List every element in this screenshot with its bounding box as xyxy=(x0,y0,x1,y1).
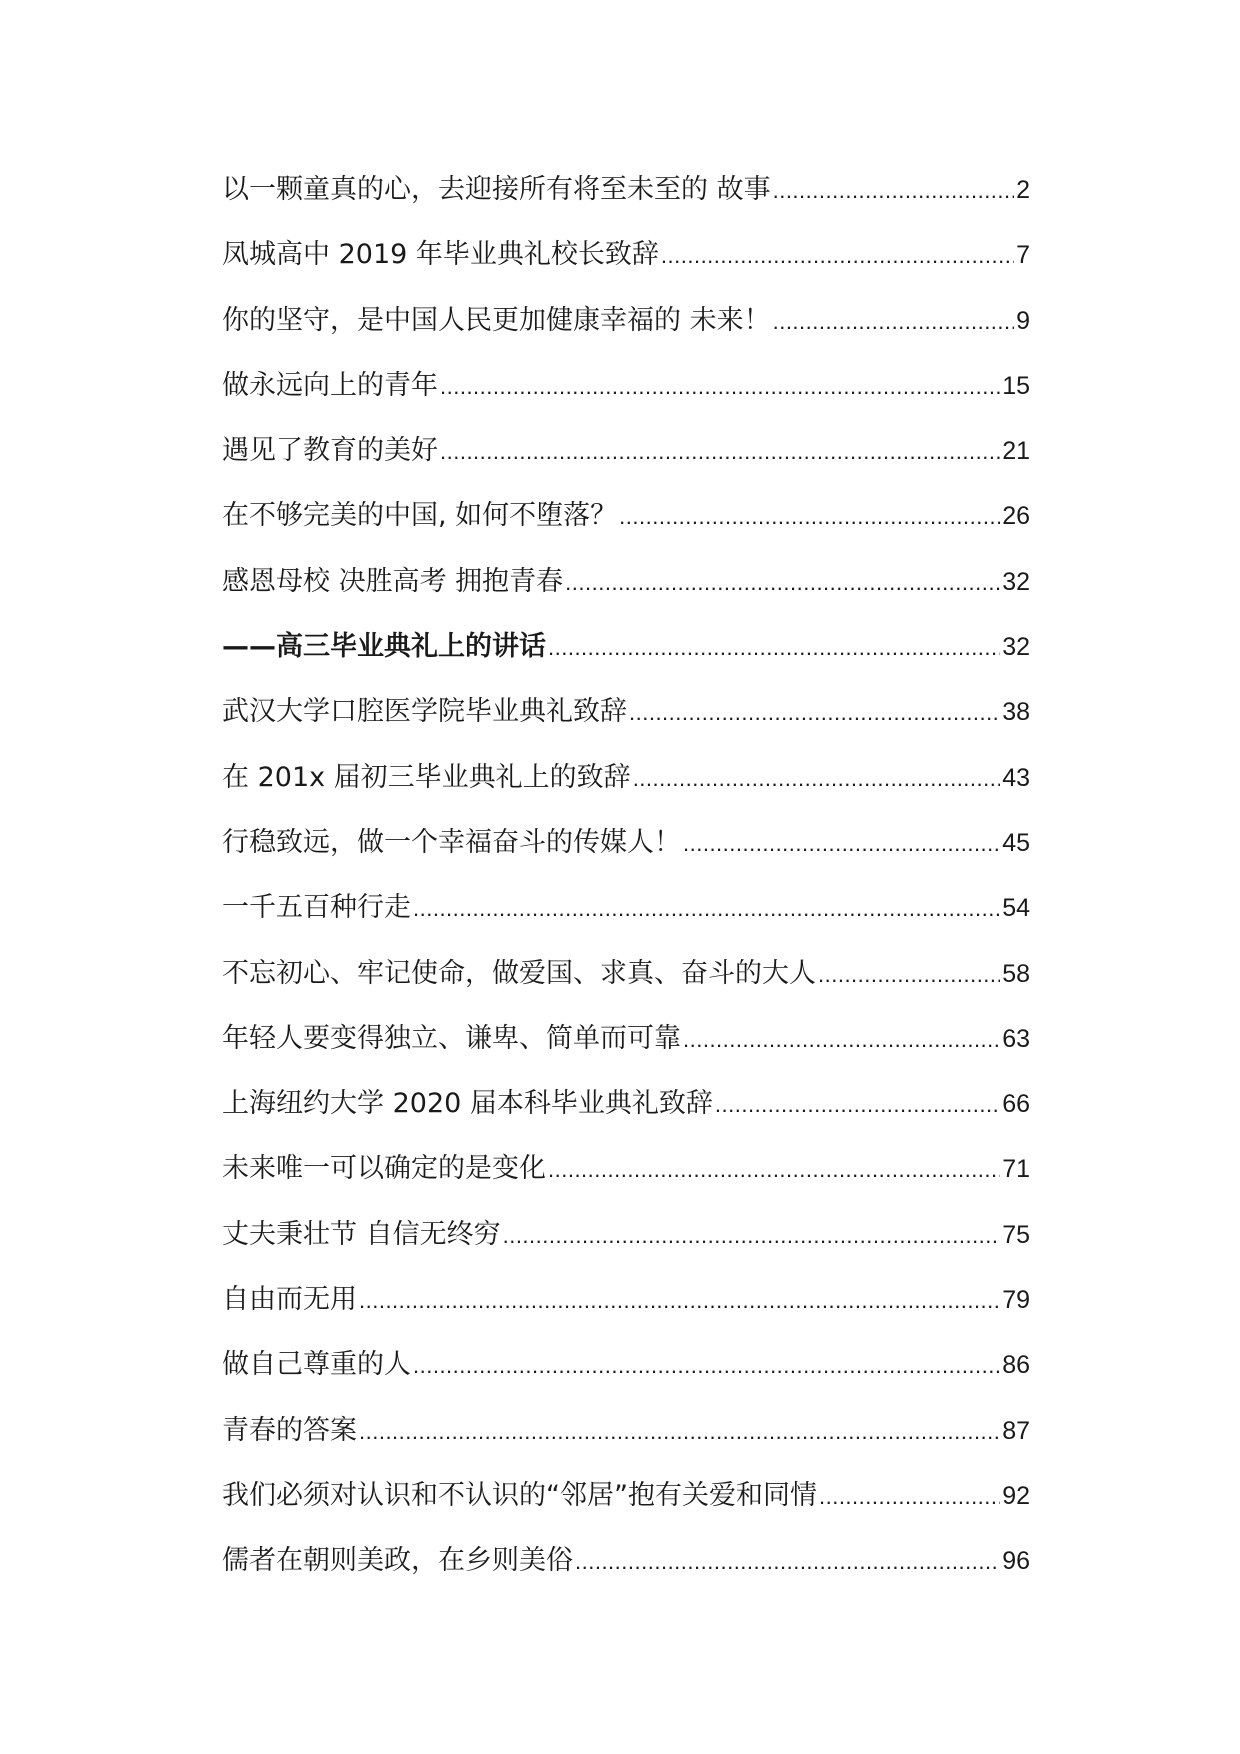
toc-dot-leader xyxy=(818,957,1000,993)
toc-dot-leader xyxy=(548,1152,1000,1188)
toc-entry[interactable] xyxy=(222,1478,1030,1543)
toc-entry-page-number: 9 xyxy=(1016,306,1030,335)
toc-entry-title: 我们必须对认识和不认识的“邻居”抱有关爱和同情 xyxy=(222,1479,817,1511)
toc-entry[interactable] xyxy=(222,890,1030,955)
toc-dot-leader xyxy=(440,434,1000,470)
toc-entry[interactable] xyxy=(222,956,1030,1021)
toc-dot-leader xyxy=(819,1479,1000,1515)
toc-dot-leader xyxy=(413,1348,1000,1384)
toc-entry-page-number: 58 xyxy=(1002,959,1030,988)
toc-entry-page-number: 32 xyxy=(1002,567,1030,596)
toc-entry-title: 在 201x 届初三毕业典礼上的致辞 xyxy=(222,761,631,793)
toc-entry[interactable] xyxy=(222,629,1030,694)
toc-dot-leader xyxy=(661,238,1014,274)
toc-entry[interactable] xyxy=(222,368,1030,433)
toc-entry[interactable] xyxy=(222,1086,1030,1151)
toc-dot-leader xyxy=(413,891,1000,927)
toc-entry-page-number: 45 xyxy=(1002,828,1030,857)
toc-entry-title: 在不够完美的中国, 如何不堕落？ xyxy=(222,500,618,532)
table-of-contents xyxy=(222,172,1030,1609)
toc-entry-page-number: 87 xyxy=(1002,1416,1030,1445)
toc-entry[interactable] xyxy=(222,1021,1030,1086)
toc-entry-page-number: 32 xyxy=(1002,633,1030,662)
toc-entry[interactable] xyxy=(222,303,1030,368)
toc-entry-title: 行稳致远，做一个幸福奋斗的传媒人！ xyxy=(222,826,681,858)
toc-entry-page-number: 71 xyxy=(1002,1155,1030,1184)
toc-entry-page-number: 92 xyxy=(1002,1481,1030,1510)
toc-entry[interactable] xyxy=(222,1151,1030,1216)
toc-entry-title: 青春的答案 xyxy=(222,1414,357,1446)
toc-entry-page-number: 96 xyxy=(1002,1547,1030,1576)
toc-entry[interactable] xyxy=(222,1543,1030,1608)
toc-entry-title: 不忘初心、牢记使命，做爱国、求真、奋斗的大人 xyxy=(222,957,816,989)
toc-entry-title: 儒者在朝则美政，在乡则美俗 xyxy=(222,1545,573,1577)
toc-entry-title: 武汉大学口腔医学院毕业典礼致辞 xyxy=(222,696,627,728)
toc-entry-title: ——高三毕业典礼上的讲话 xyxy=(222,631,546,663)
toc-entry-title: 年轻人要变得独立、谦卑、简单而可靠 xyxy=(222,1022,681,1054)
toc-dot-leader xyxy=(773,173,1015,209)
toc-dot-leader xyxy=(773,304,1015,340)
toc-dot-leader xyxy=(715,1087,1000,1123)
toc-entry[interactable] xyxy=(222,564,1030,629)
toc-dot-leader xyxy=(575,1544,1000,1580)
toc-entry-title: 遇见了教育的美好 xyxy=(222,435,438,467)
toc-dot-leader xyxy=(440,369,1000,405)
toc-entry[interactable] xyxy=(222,498,1030,563)
toc-entry-title: 做自己尊重的人 xyxy=(222,1349,411,1381)
toc-entry-title: 上海纽约大学 2020 届本科毕业典礼致辞 xyxy=(222,1088,713,1120)
toc-entry-page-number: 15 xyxy=(1002,371,1030,400)
toc-entry[interactable] xyxy=(222,694,1030,759)
toc-entry-page-number: 75 xyxy=(1002,1220,1030,1249)
toc-entry[interactable] xyxy=(222,1282,1030,1347)
toc-dot-leader xyxy=(565,565,1000,601)
toc-entry[interactable] xyxy=(222,237,1030,302)
toc-entry-title: 未来唯一可以确定的是变化 xyxy=(222,1153,546,1185)
toc-entry-title: 做永远向上的青年 xyxy=(222,369,438,401)
toc-entry[interactable] xyxy=(222,433,1030,498)
toc-entry-page-number: 38 xyxy=(1002,698,1030,727)
toc-entry-page-number: 7 xyxy=(1016,241,1030,270)
toc-entry-page-number: 63 xyxy=(1002,1024,1030,1053)
toc-dot-leader xyxy=(633,761,1001,797)
toc-entry-title: 凤城高中 2019 年毕业典礼校长致辞 xyxy=(222,239,659,271)
toc-entry-title: 以一颗童真的心，去迎接所有将至未至的 故事 xyxy=(222,174,771,205)
toc-dot-leader xyxy=(629,695,1000,731)
toc-dot-leader xyxy=(683,1022,1000,1058)
toc-entry[interactable] xyxy=(222,825,1030,890)
toc-entry-title: 你的坚守，是中国人民更加健康幸福的 未来！ xyxy=(222,304,771,336)
toc-entry[interactable] xyxy=(222,760,1030,825)
toc-entry-title: 丈夫秉壮节 自信无终穷 xyxy=(222,1218,501,1250)
toc-dot-leader xyxy=(359,1414,1000,1450)
toc-dot-leader xyxy=(548,630,1000,666)
toc-entry[interactable] xyxy=(222,1347,1030,1412)
toc-entry[interactable] xyxy=(222,1217,1030,1282)
toc-entry-page-number: 2 xyxy=(1016,176,1030,204)
toc-entry-page-number: 79 xyxy=(1002,1286,1030,1315)
toc-entry-page-number: 66 xyxy=(1002,1090,1030,1119)
toc-entry-page-number: 43 xyxy=(1002,763,1030,792)
toc-entry-title: 一千五百种行走 xyxy=(222,892,411,924)
toc-dot-leader xyxy=(359,1283,1000,1319)
toc-dot-leader xyxy=(619,499,1000,535)
toc-entry-page-number: 54 xyxy=(1002,894,1030,923)
toc-dot-leader xyxy=(683,826,1000,862)
toc-entry[interactable] xyxy=(222,1413,1030,1478)
toc-entry-page-number: 21 xyxy=(1002,437,1030,466)
toc-entry[interactable] xyxy=(222,172,1030,237)
toc-entry-title: 感恩母校 决胜高考 拥抱青春 xyxy=(222,565,564,597)
toc-entry-page-number: 86 xyxy=(1002,1351,1030,1380)
toc-entry-page-number: 26 xyxy=(1002,502,1030,531)
toc-entry-title: 自由而无用 xyxy=(222,1284,357,1316)
toc-dot-leader xyxy=(503,1218,1001,1254)
